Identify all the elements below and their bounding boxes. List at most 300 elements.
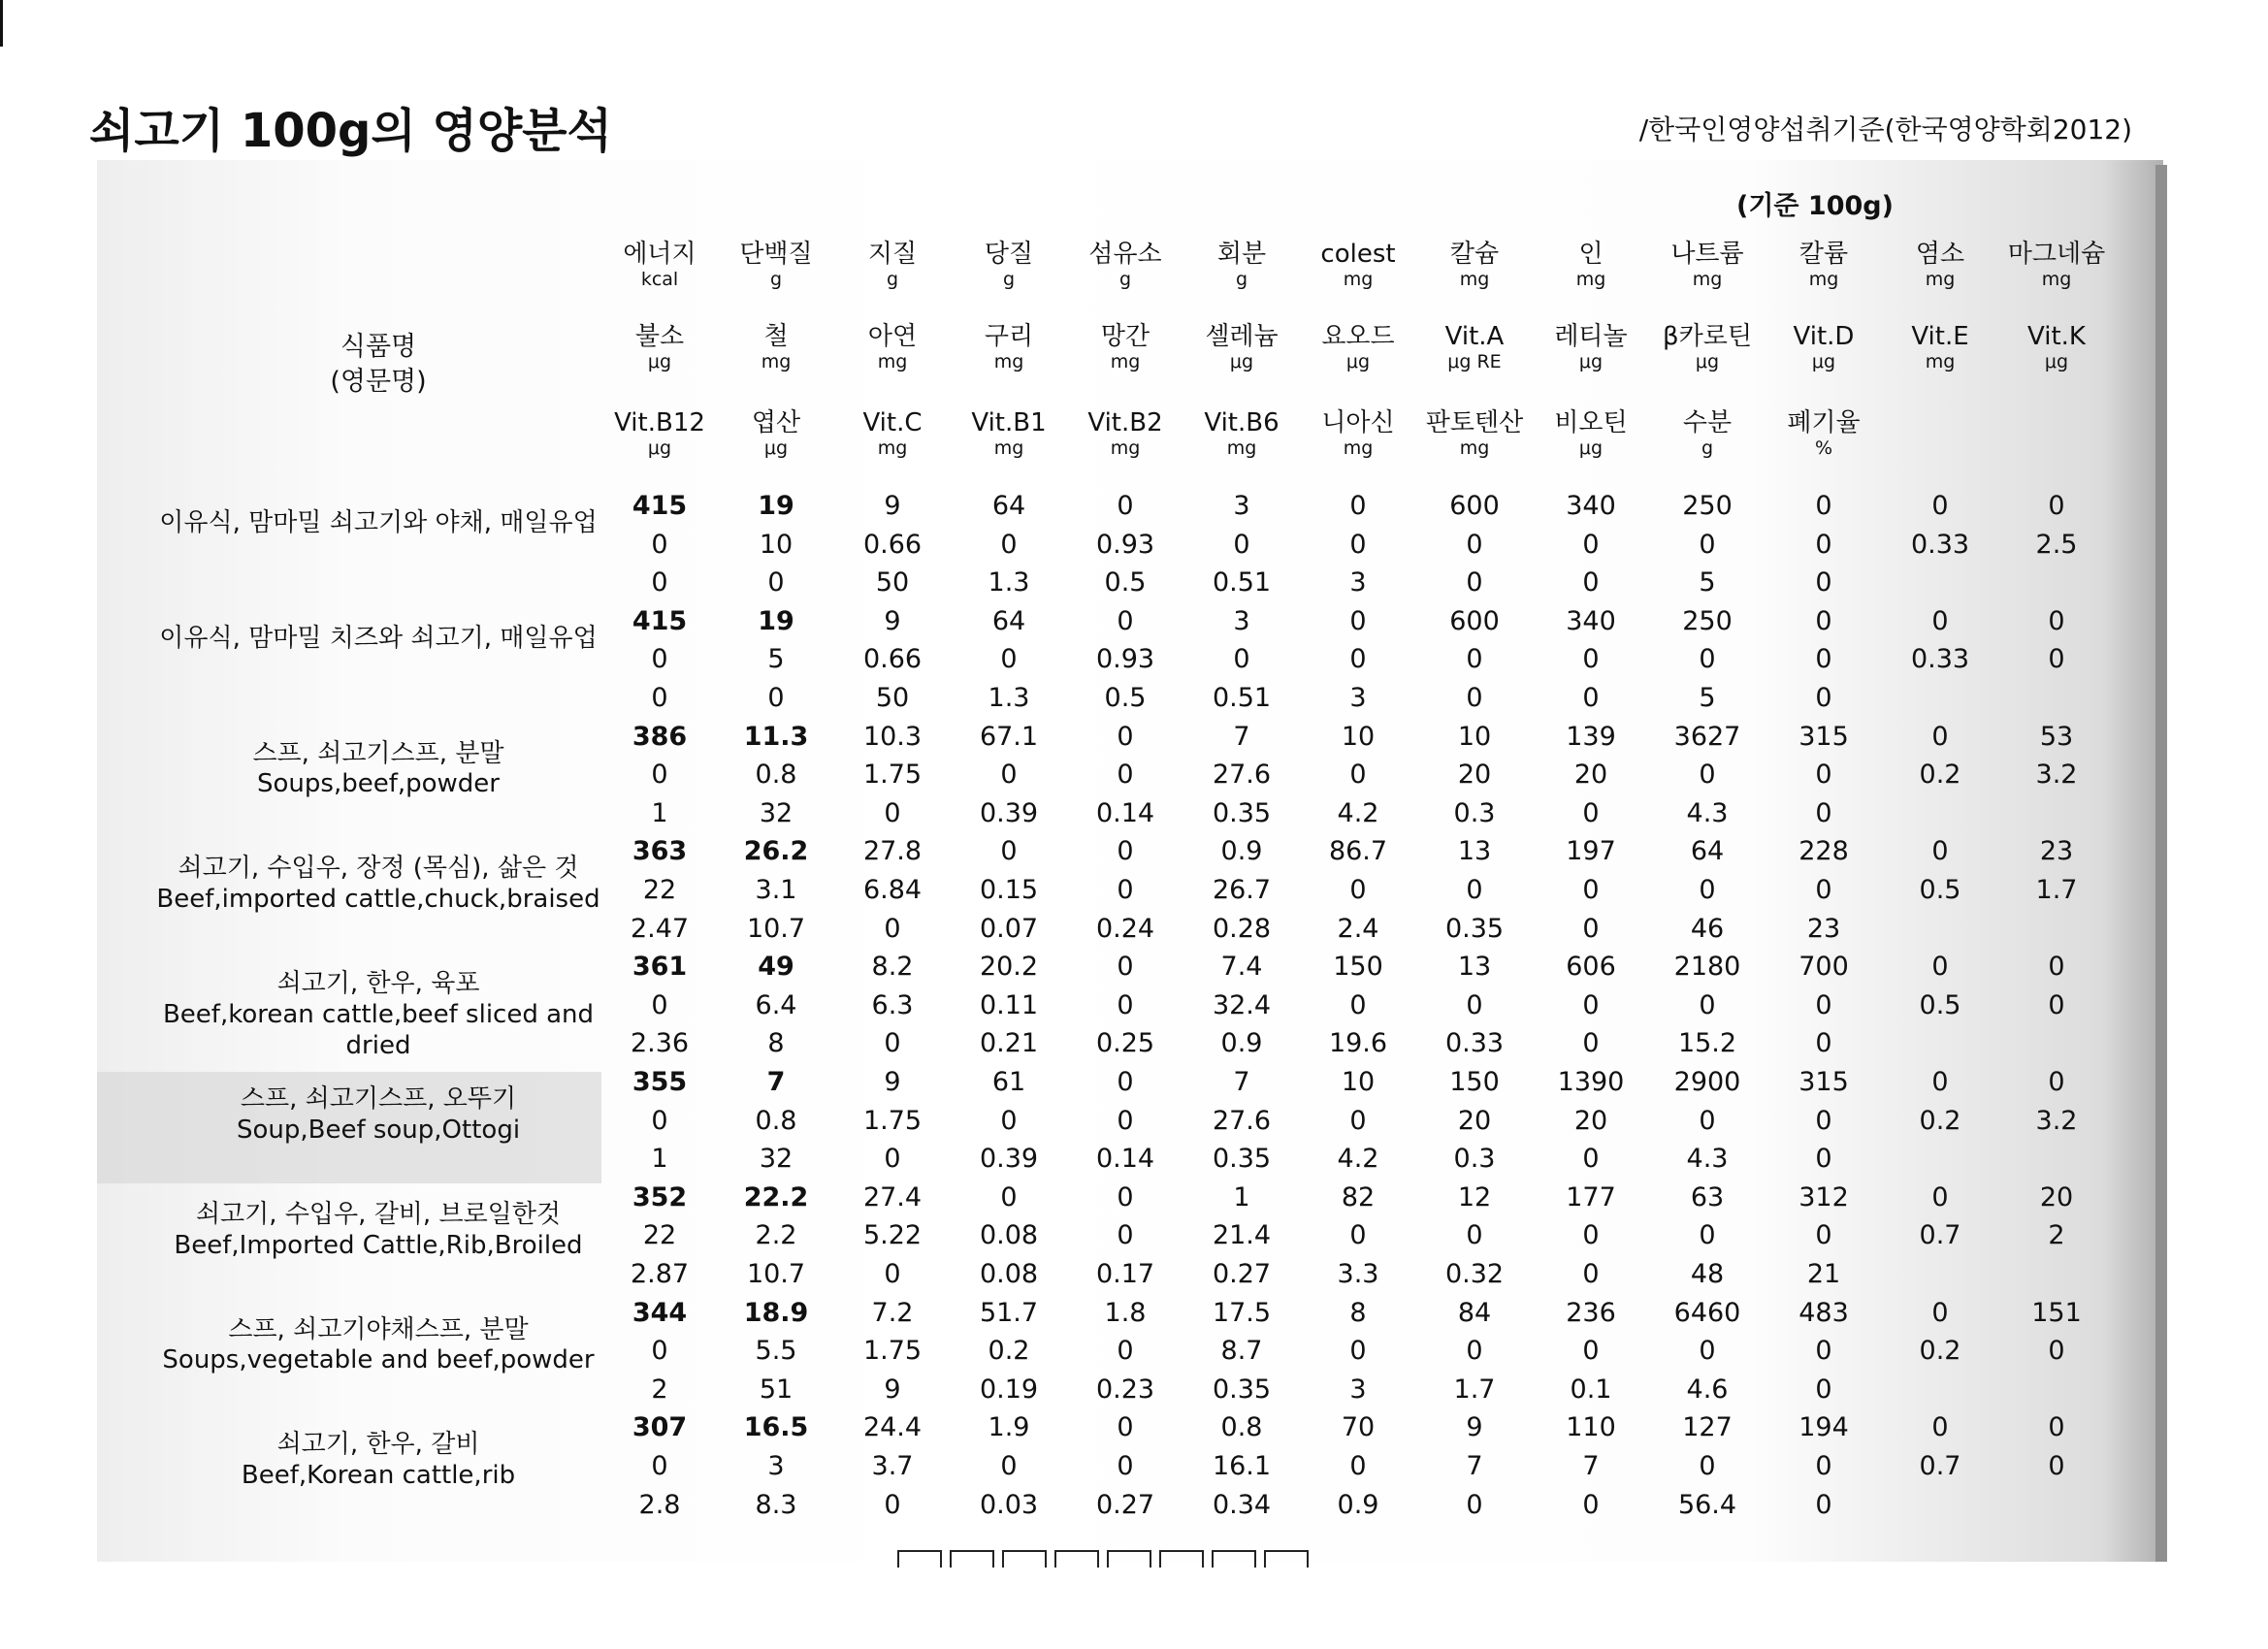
table-cell: 600 — [1449, 491, 1500, 521]
table-cell: 56.4 — [1677, 1489, 1737, 1520]
table-cell: 0 — [1000, 1451, 1018, 1481]
column-header-name: 나트륨 — [1670, 240, 1744, 269]
table-cell: 0.3 — [1453, 797, 1496, 828]
table-cell: 2 — [2048, 1220, 2065, 1251]
table-cell: 0 — [1815, 1028, 1832, 1059]
table-cell: 0.08 — [979, 1220, 1039, 1251]
column-header — [834, 409, 951, 460]
table-cell: 7 — [766, 1067, 786, 1097]
column-header-unit: μg RE — [1447, 350, 1502, 372]
table-cell: 312 — [1798, 1181, 1849, 1212]
food-name-header-en: (영문명) — [330, 367, 427, 398]
table-cell: 0.24 — [1095, 913, 1155, 944]
column-header-unit: μg — [1578, 436, 1604, 459]
table-cell: 1 — [651, 1144, 668, 1175]
table-cell: 20 — [1573, 1105, 1608, 1136]
column-header-name: 엽산 — [751, 408, 801, 437]
column-header-name: 수분 — [1682, 408, 1733, 437]
table-cell: 0 — [1582, 1336, 1600, 1367]
column-header-name: 칼륨 — [1798, 240, 1849, 269]
table-cell: 9 — [884, 491, 901, 521]
table-cell: 0 — [1466, 529, 1483, 560]
table-cell: 0.35 — [1212, 1374, 1272, 1405]
table-cell: 11.3 — [743, 721, 809, 752]
page-tab[interactable] — [1107, 1550, 1151, 1568]
column-header-name: 철 — [763, 322, 789, 351]
unit-note: (기준 100g) — [1736, 191, 1894, 221]
table-cell: 0 — [2048, 644, 2065, 675]
table-cell: 6.4 — [755, 989, 797, 1020]
column-header-unit: mg — [1925, 350, 1956, 372]
table-cell: 0 — [1117, 952, 1134, 983]
table-cell: 5.22 — [862, 1220, 923, 1251]
table-cell: 3 — [1349, 1374, 1367, 1405]
table-cell: 0 — [1931, 1297, 1949, 1328]
table-cell: 315 — [1798, 1067, 1849, 1097]
column-header — [718, 323, 834, 373]
table-cell: 236 — [1566, 1297, 1616, 1328]
table-cell: 22.2 — [743, 1181, 809, 1212]
table-cell: 0 — [1815, 644, 1832, 675]
column-header — [1300, 241, 1416, 291]
table-cell: 1.7 — [1453, 1374, 1496, 1405]
column-header-name: 섬유소 — [1088, 240, 1162, 269]
scan-edge-mark — [0, 0, 3, 47]
table-cell: 18.9 — [743, 1297, 809, 1328]
table-cell: 0 — [1815, 1489, 1832, 1520]
table-cell: 9 — [884, 1067, 901, 1097]
table-cell: 3 — [1233, 605, 1250, 636]
table-cell: 0.2 — [1919, 1336, 1961, 1367]
food-name-header-ko: 식품명 — [340, 332, 417, 362]
table-cell: 5 — [1699, 683, 1716, 713]
table-cell: 5 — [767, 644, 785, 675]
table-cell: 0 — [651, 1451, 668, 1481]
table-cell: 0 — [1000, 760, 1018, 791]
table-cell: 46 — [1690, 913, 1725, 944]
table-cell: 0.35 — [1212, 797, 1272, 828]
column-header — [834, 241, 951, 291]
table-cell: 0.8 — [755, 1105, 797, 1136]
table-cell: 20 — [1457, 1105, 1492, 1136]
table-cell: 0 — [1233, 644, 1250, 675]
table-cell: 0 — [651, 644, 668, 675]
food-name-ko: 이유식, 맘마밀 쇠고기와 야채, 매일유업 — [159, 508, 598, 537]
food-name-ko: 쇠고기, 수입우, 갈비, 브로일한것 — [195, 1199, 562, 1229]
table-cell: 0 — [1466, 1489, 1483, 1520]
table-cell: 600 — [1449, 605, 1500, 636]
table-cell: 15.2 — [1677, 1028, 1737, 1059]
table-cell: 0 — [1117, 605, 1134, 636]
table-cell: 3 — [1349, 683, 1367, 713]
table-cell: 0 — [884, 1489, 901, 1520]
table-cell: 0 — [1117, 760, 1134, 791]
table-cell: 0.1 — [1570, 1374, 1612, 1405]
table-cell: 0 — [1931, 952, 1949, 983]
table-cell: 194 — [1798, 1412, 1849, 1443]
table-cell: 0.7 — [1919, 1451, 1961, 1481]
column-header-unit: g — [1235, 268, 1248, 290]
column-header — [1766, 241, 1882, 291]
table-cell: 0 — [1000, 644, 1018, 675]
table-cell: 344 — [632, 1297, 688, 1328]
table-cell: 0.66 — [862, 644, 923, 675]
table-cell: 0.2 — [988, 1336, 1030, 1367]
table-cell: 67.1 — [979, 721, 1039, 752]
table-cell: 0.93 — [1095, 529, 1155, 560]
table-cell: 0 — [1117, 1220, 1134, 1251]
table-cell: 6.84 — [862, 875, 923, 905]
table-cell: 0 — [651, 529, 668, 560]
column-header-name: 회분 — [1216, 240, 1267, 269]
table-cell: 4.6 — [1686, 1374, 1729, 1405]
column-header-name: Vit.A — [1444, 322, 1505, 351]
table-cell: 0 — [1699, 1451, 1716, 1481]
table-cell: 2.8 — [638, 1489, 681, 1520]
food-name — [136, 1430, 621, 1491]
table-cell: 0 — [1931, 1412, 1949, 1443]
food-name — [136, 624, 621, 655]
column-header — [1183, 409, 1300, 460]
table-cell: 2.47 — [630, 913, 690, 944]
table-cell: 1.75 — [862, 1105, 923, 1136]
column-header-unit: mg — [993, 350, 1024, 372]
column-header-name: 망간 — [1100, 322, 1150, 351]
table-cell: 0.93 — [1095, 644, 1155, 675]
table-cell: 0 — [1349, 875, 1367, 905]
table-cell: 16.5 — [743, 1412, 809, 1443]
food-name-en: Soup,Beef soup,Ottogi — [236, 1115, 521, 1145]
table-cell: 0.9 — [1337, 1489, 1379, 1520]
table-cell: 0 — [651, 567, 668, 598]
table-cell: 61 — [991, 1067, 1026, 1097]
table-cell: 0 — [1582, 797, 1600, 828]
table-cell: 361 — [632, 952, 688, 983]
table-cell: 0 — [1699, 1220, 1716, 1251]
table-cell: 19 — [758, 605, 794, 636]
table-cell: 23 — [1806, 913, 1841, 944]
column-header-unit: μg — [1578, 350, 1604, 372]
table-cell: 0 — [1466, 1336, 1483, 1367]
table-cell: 32 — [759, 797, 794, 828]
table-cell: 0 — [1815, 1220, 1832, 1251]
column-header — [1766, 409, 1882, 460]
table-cell: 50 — [875, 567, 910, 598]
table-cell: 0 — [1699, 644, 1716, 675]
food-name — [136, 1084, 621, 1146]
table-cell: 1.8 — [1104, 1297, 1147, 1328]
table-cell: 0.14 — [1095, 1144, 1155, 1175]
page-tab[interactable] — [1212, 1550, 1256, 1568]
table-cell: 0 — [1815, 605, 1832, 636]
table-cell: 13 — [1457, 952, 1492, 983]
table-cell: 0 — [1349, 605, 1367, 636]
table-cell: 0 — [651, 1336, 668, 1367]
food-name-ko: 쇠고기, 한우, 갈비 — [276, 1430, 480, 1460]
table-cell: 0 — [2048, 491, 2065, 521]
table-cell: 0 — [1349, 989, 1367, 1020]
table-cell: 2.36 — [630, 1028, 690, 1059]
table-cell: 0 — [2048, 1067, 2065, 1097]
table-cell: 20 — [2039, 1181, 2074, 1212]
table-cell: 0 — [1582, 989, 1600, 1020]
table-cell: 0 — [1582, 683, 1600, 713]
column-header-unit: kcal — [640, 268, 679, 290]
table-cell: 0.17 — [1095, 1259, 1155, 1289]
food-name-en: Soups,beef,powder — [257, 769, 500, 799]
column-header — [951, 323, 1067, 373]
column-header — [1183, 241, 1300, 291]
table-cell: 139 — [1566, 721, 1616, 752]
table-cell: 0 — [884, 1028, 901, 1059]
table-cell: 0.25 — [1095, 1028, 1155, 1059]
table-cell: 0 — [1117, 989, 1134, 1020]
table-cell: 0 — [1349, 644, 1367, 675]
table-cell: 9 — [1466, 1412, 1483, 1443]
page-tab[interactable] — [1002, 1550, 1047, 1568]
table-cell: 4.3 — [1686, 1144, 1729, 1175]
page-tab[interactable] — [897, 1550, 942, 1568]
column-header — [601, 241, 718, 291]
table-cell: 415 — [632, 491, 688, 521]
table-cell: 20 — [1457, 760, 1492, 791]
table-cell: 3 — [1233, 491, 1250, 521]
page-tab[interactable] — [1054, 1550, 1099, 1568]
table-cell: 0.34 — [1212, 1489, 1272, 1520]
column-header-unit: g — [769, 268, 783, 290]
food-name — [136, 1200, 621, 1261]
table-cell: 0 — [1931, 605, 1949, 636]
food-name-en: Soups,vegetable and beef,powder — [162, 1345, 595, 1375]
table-cell: 26.7 — [1212, 875, 1272, 905]
table-cell: 0.07 — [979, 913, 1039, 944]
food-name-header — [291, 330, 466, 401]
table-cell: 10 — [1457, 721, 1492, 752]
table-cell: 7 — [1233, 721, 1250, 752]
table-cell: 0 — [1117, 721, 1134, 752]
table-cell: 23 — [2039, 836, 2074, 867]
table-cell: 9 — [884, 605, 901, 636]
column-header-unit: μg — [647, 436, 672, 459]
table-cell: 49 — [758, 952, 794, 983]
table-cell: 7 — [1582, 1451, 1600, 1481]
table-cell: 0.27 — [1212, 1259, 1272, 1289]
table-cell: 64 — [991, 605, 1026, 636]
column-header-unit: mg — [1343, 268, 1374, 290]
food-name-ko: 스프, 쇠고기스프, 오뚜기 — [240, 1084, 517, 1114]
table-cell: 0 — [1349, 1220, 1367, 1251]
table-cell: 2180 — [1673, 952, 1741, 983]
table-cell: 0 — [767, 683, 785, 713]
column-header — [1416, 323, 1533, 373]
column-header-unit: mg — [1110, 436, 1141, 459]
table-cell: 0 — [1466, 1220, 1483, 1251]
table-cell: 8.3 — [755, 1489, 797, 1520]
food-name — [136, 969, 621, 1061]
table-cell: 0.66 — [862, 529, 923, 560]
table-cell: 0 — [2048, 952, 2065, 983]
column-header — [1067, 241, 1183, 291]
table-cell: 0 — [1582, 1220, 1600, 1251]
column-header — [1533, 241, 1649, 291]
table-cell: 6.3 — [871, 989, 914, 1020]
column-header-name: 폐기율 — [1787, 408, 1861, 437]
table-cell: 70 — [1341, 1412, 1376, 1443]
column-header — [1649, 409, 1766, 460]
column-header-name: 에너지 — [623, 240, 697, 269]
column-header — [1882, 241, 1998, 291]
column-header-unit: μg — [647, 350, 672, 372]
table-cell: 0.28 — [1212, 913, 1272, 944]
table-cell: 0 — [651, 683, 668, 713]
column-header-unit: μg — [1811, 350, 1836, 372]
food-name-en: Beef,imported cattle,chuck,braised — [156, 885, 600, 915]
table-cell: 0 — [1582, 644, 1600, 675]
column-header-name: Vit.B6 — [1204, 408, 1280, 437]
table-cell: 0 — [1117, 1336, 1134, 1367]
column-header-unit: g — [1002, 268, 1016, 290]
table-cell: 27.4 — [862, 1181, 923, 1212]
table-cell: 0 — [1699, 760, 1716, 791]
table-cell: 340 — [1566, 605, 1616, 636]
table-cell: 10 — [1341, 1067, 1376, 1097]
table-cell: 8 — [1349, 1297, 1367, 1328]
page-tab[interactable] — [950, 1550, 994, 1568]
table-cell: 0 — [1349, 529, 1367, 560]
table-cell: 48 — [1690, 1259, 1725, 1289]
column-header-name: Vit.B1 — [971, 408, 1047, 437]
table-cell: 0.23 — [1095, 1374, 1155, 1405]
table-cell: 386 — [632, 721, 688, 752]
table-cell: 151 — [2031, 1297, 2082, 1328]
table-cell: 0 — [1466, 875, 1483, 905]
table-cell: 0.9 — [1220, 1028, 1263, 1059]
table-cell: 9 — [884, 1374, 901, 1405]
table-cell: 250 — [1682, 491, 1733, 521]
table-cell: 0 — [1117, 1451, 1134, 1481]
table-cell: 4.2 — [1337, 797, 1379, 828]
table-cell: 0 — [1233, 529, 1250, 560]
table-cell: 250 — [1682, 605, 1733, 636]
table-cell: 1.75 — [862, 1336, 923, 1367]
column-header — [1533, 409, 1649, 460]
table-cell: 352 — [632, 1181, 688, 1212]
table-cell: 2.4 — [1337, 913, 1379, 944]
table-cell: 0.5 — [1104, 567, 1147, 598]
food-name-ko: 쇠고기, 수입우, 장정 (목심), 삶은 것 — [178, 854, 579, 884]
column-header-unit: mg — [877, 350, 908, 372]
table-cell: 0 — [1466, 989, 1483, 1020]
table-cell: 0 — [884, 1259, 901, 1289]
column-header-unit: μg — [2044, 350, 2069, 372]
column-header — [1416, 241, 1533, 291]
table-cell: 0 — [1117, 875, 1134, 905]
table-cell: 5.5 — [755, 1336, 797, 1367]
column-header — [1300, 409, 1416, 460]
table-cell: 0 — [767, 567, 785, 598]
table-cell: 150 — [1333, 952, 1383, 983]
table-cell: 0 — [1466, 644, 1483, 675]
page-tab[interactable] — [1159, 1550, 1204, 1568]
page-tab[interactable] — [1264, 1550, 1309, 1568]
table-cell: 0 — [1582, 1144, 1600, 1175]
table-cell: 12 — [1457, 1181, 1492, 1212]
table-cell: 21.4 — [1212, 1220, 1272, 1251]
table-cell: 0 — [1931, 491, 1949, 521]
column-header-unit: mg — [1110, 350, 1141, 372]
table-cell: 0.7 — [1919, 1220, 1961, 1251]
table-cell: 0.5 — [1104, 683, 1147, 713]
page-title: 쇠고기 100g의 영양분석 — [89, 104, 612, 158]
pagination — [897, 1550, 1309, 1568]
table-cell: 3.7 — [871, 1451, 914, 1481]
table-cell: 17.5 — [1212, 1297, 1272, 1328]
table-cell: 0 — [1582, 529, 1600, 560]
column-header-unit: mg — [1226, 436, 1257, 459]
table-cell: 0 — [1000, 1181, 1018, 1212]
table-cell: 0 — [1699, 875, 1716, 905]
table-cell: 64 — [991, 491, 1026, 521]
table-cell: 340 — [1566, 491, 1616, 521]
table-cell: 7 — [1233, 1067, 1250, 1097]
table-cell: 0 — [1931, 721, 1949, 752]
table-cell: 0.8 — [1220, 1412, 1263, 1443]
table-cell: 0 — [1117, 836, 1134, 867]
column-header-unit: μg — [1695, 350, 1720, 372]
table-cell: 0 — [1815, 875, 1832, 905]
table-cell: 22 — [642, 875, 677, 905]
column-header — [718, 241, 834, 291]
table-cell: 110 — [1566, 1412, 1616, 1443]
column-header-unit: g — [886, 268, 899, 290]
table-cell: 0 — [1117, 1105, 1134, 1136]
table-cell: 13 — [1457, 836, 1492, 867]
table-cell: 0 — [884, 1144, 901, 1175]
table-cell: 4.3 — [1686, 797, 1729, 828]
table-cell: 2 — [651, 1374, 668, 1405]
table-cell: 0 — [1117, 491, 1134, 521]
table-cell: 8 — [767, 1028, 785, 1059]
column-header — [1649, 241, 1766, 291]
table-cell: 0 — [1582, 913, 1600, 944]
table-cell: 0 — [2048, 605, 2065, 636]
column-header — [1183, 323, 1300, 373]
table-cell: 2.87 — [630, 1259, 690, 1289]
table-cell: 22 — [642, 1220, 677, 1251]
table-cell: 84 — [1457, 1297, 1492, 1328]
table-cell: 3627 — [1673, 721, 1741, 752]
table-cell: 19 — [758, 491, 794, 521]
table-cell: 0 — [2048, 1412, 2065, 1443]
table-cell: 0.39 — [979, 1144, 1039, 1175]
column-header-name: 마그네슘 — [2007, 240, 2106, 269]
table-cell: 0 — [1349, 760, 1367, 791]
table-cell: 415 — [632, 605, 688, 636]
table-cell: 0.2 — [1919, 760, 1961, 791]
table-cell: 0 — [1815, 567, 1832, 598]
table-cell: 10.3 — [862, 721, 923, 752]
table-cell: 0 — [884, 913, 901, 944]
table-cell: 10 — [759, 529, 794, 560]
column-header-name: 셀레늄 — [1205, 322, 1279, 351]
table-cell: 1.9 — [988, 1412, 1030, 1443]
table-cell: 307 — [632, 1412, 688, 1443]
table-cell: 0 — [1000, 529, 1018, 560]
column-header-name: 칼슘 — [1449, 240, 1500, 269]
table-cell: 24.4 — [862, 1412, 923, 1443]
column-header-unit: mg — [1459, 268, 1490, 290]
table-cell: 0 — [1699, 989, 1716, 1020]
